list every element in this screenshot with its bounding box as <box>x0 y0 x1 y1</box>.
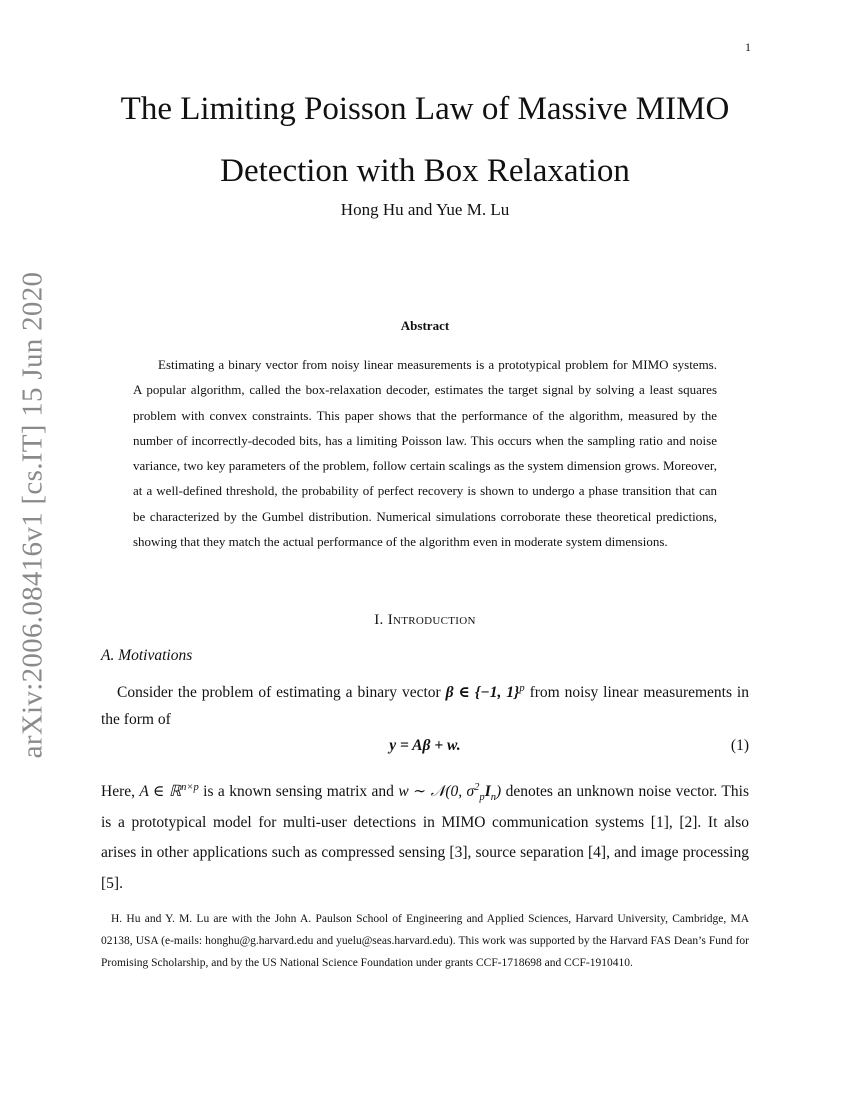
math-expression: I <box>484 783 491 800</box>
arxiv-stamp <box>8 271 58 759</box>
math-superscript: 2 <box>474 781 480 793</box>
page-number: 1 <box>745 40 751 54</box>
math-superscript: p <box>519 682 525 694</box>
paragraph-text: Consider the problem of estimating a binary vector <box>117 684 446 701</box>
math-expression: A ∈ ℝ <box>139 783 182 800</box>
equation-1 <box>101 737 749 761</box>
math-superscript: n×p <box>181 781 199 793</box>
paragraph-text: from noisy linear measurements in the form of <box>101 684 749 728</box>
paper-title: The Limiting Poisson Law of Massive MIMO Detection with Box Relaxation <box>120 91 730 189</box>
section-heading <box>100 612 750 629</box>
section-title: Introduction <box>387 612 476 628</box>
paragraph-text: is a known sensing matrix and <box>198 783 399 800</box>
abstract-heading: Abstract <box>400 318 450 333</box>
inline-math <box>398 781 502 804</box>
intro-paragraph-1 <box>101 679 749 733</box>
arxiv-identifier: arXiv:2006.08416v1 [cs.IT] 15 Jun 2020 <box>16 271 49 759</box>
math-subscript: n <box>490 792 496 804</box>
subsection-heading: A. Motivations <box>101 647 193 664</box>
math-expression: w ∼ 𝒩(0, σ <box>398 783 475 800</box>
equation-body: y = Aβ + w. <box>389 737 461 754</box>
math-subscript: p <box>479 792 485 804</box>
section-number: I. <box>374 612 384 628</box>
inline-math <box>139 783 198 800</box>
footnote: H. Hu and Y. M. Lu are with the John A. Paulson School of Engineering and Applied Sciences, Harvard University, Cambridge, MA 02138, USA (e-mails: honghu@g.harvard.edu and yuelu@seas.harvard.edu). This work was supported by the Harvard FAS Dean’s Fund for Promising Scholarship, and by the US National Science Foundation under grants CCF-1718698 and CCF-1910410. <box>101 913 749 969</box>
intro-paragraph-2 <box>101 777 749 899</box>
paragraph-text: Here, <box>101 783 140 800</box>
equation-number: (1) <box>730 737 749 754</box>
abstract-text: Estimating a binary vector from noisy linear measurements is a prototypical problem for MIMO systems. A popular algorithm, called the box-relaxation decoder, estimates the target signal by solving a least squares problem with convex constraints. This paper shows that the performance of the algorithm, measured by the number of incorrectly-decoded bits, has a limiting Poisson law. This occurs when the sampling ratio and noise variance, two key parameters of the problem, follow certain scalings as the system dimension grows. Moreover, at a well-defined threshold, the probability of perfect recovery is shown to undergo a phase transition that can be characterized by the Gumbel distribution. Numerical simulations corroborate these theoretical predictions, showing that they match the actual performance of the algorithm even in moderate system dimensions. <box>133 357 717 550</box>
inline-math <box>446 684 525 701</box>
math-expression: ) <box>496 783 502 800</box>
math-expression: β ∈ {−1, 1} <box>445 684 520 701</box>
paragraph-text: denotes an unknown noise vector. This is a prototypical model for multi-user detections in MIMO communication systems [1], [2]. It also arises in other applications such as compressed sensing [3], source separation [4], and image processing [5]. <box>101 783 749 892</box>
paper-authors: Hong Hu and Yue M. Lu <box>340 200 510 219</box>
